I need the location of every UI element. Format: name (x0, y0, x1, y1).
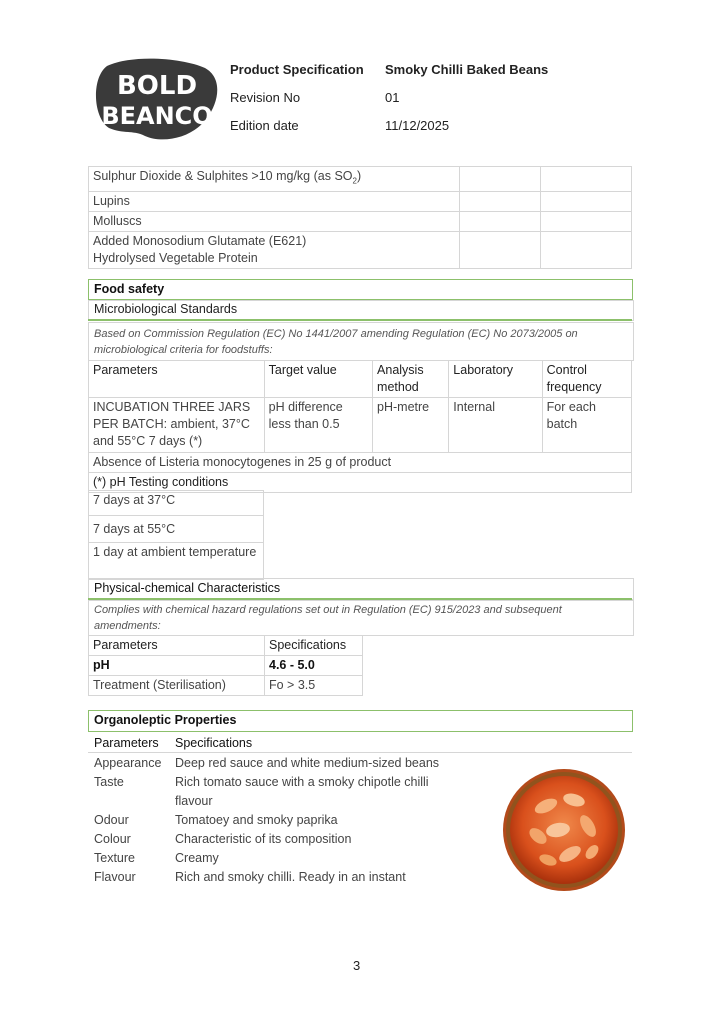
org-spec: Rich and smoky chilli. Ready in an instant (175, 870, 406, 884)
org-col-specs: Specifications (175, 736, 253, 750)
physchem-table (88, 635, 363, 696)
row-method: pH-metre (373, 398, 449, 453)
revision-value: 01 (385, 90, 400, 105)
micro-divider (88, 319, 632, 321)
ph-condition-row: 1 day at ambient temperature (89, 543, 264, 580)
edition-value: 11/12/2025 (385, 118, 450, 133)
org-header-divider (88, 752, 632, 753)
ph-param: pH (89, 656, 265, 676)
logo-text-line2: BEANCO (101, 102, 213, 130)
col-frequency: Control frequency (542, 361, 631, 398)
row-target: pH difference less than 0.5 (264, 398, 372, 453)
allergen-row: Lupins (89, 191, 460, 211)
spec-label: Product Specification (230, 62, 364, 77)
org-param: Texture (94, 851, 135, 865)
org-param: Taste (94, 775, 124, 789)
revision-label: Revision No (230, 90, 301, 105)
ph-condition-row: 7 days at 55°C (89, 516, 264, 543)
ph-condition-row: 7 days at 37°C (89, 491, 264, 516)
col-lab: Laboratory (449, 361, 542, 398)
bold-beanco-logo (93, 58, 221, 144)
allergens-table (88, 166, 632, 269)
logo-text-line1: BOLD (116, 71, 198, 101)
food-safety-title: Food safety (94, 282, 165, 296)
ph-conditions-table (88, 490, 264, 580)
col-method: Analysis method (373, 361, 449, 398)
physchem-col-specs: Specifications (265, 636, 363, 656)
org-spec: Rich tomato sauce with a smoky chipotle chilli (175, 775, 429, 789)
treatment-param: Treatment (Sterilisation) (89, 676, 265, 696)
col-parameters: Parameters (89, 361, 265, 398)
edition-label: Edition date (230, 118, 299, 133)
page-number: 3 (353, 958, 361, 973)
food-safety-section (88, 279, 633, 300)
org-spec: Creamy (175, 851, 219, 865)
org-col-parameters: Parameters (94, 736, 159, 750)
ph-spec: 4.6 - 5.0 (265, 656, 363, 676)
product-jar-photo (500, 766, 628, 894)
physchem-note: Complies with chemical hazard regulations set out in Regulation (EC) 915/2023 and subsequent amendments: (94, 604, 562, 632)
micro-title: Microbiological Standards (94, 302, 238, 316)
org-spec: Tomatoey and smoky paprika (175, 813, 338, 827)
physchem-col-parameters: Parameters (89, 636, 265, 656)
organoleptic-title: Organoleptic Properties (94, 713, 237, 727)
row-parameters: INCUBATION THREE JARS PER BATCH: ambient, 37°C and 55°C 7 days (*) (89, 398, 265, 453)
micro-note: Based on Commission Regulation (EC) No 1441/2007 amending Regulation (EC) No 2073/2005 on microbiological criteria for foodstuffs: (94, 328, 578, 356)
org-param: Flavour (94, 870, 136, 884)
listeria-row: Absence of Listeria monocytogenes in 25 g of product (89, 453, 632, 473)
row-lab: Internal (449, 398, 542, 453)
org-spec: Characteristic of its composition (175, 832, 352, 846)
treatment-spec: Fo > 3.5 (265, 676, 363, 696)
allergen-row: Molluscs (89, 211, 460, 231)
allergen-row: Sulphur Dioxide & Sulphites >10 mg/kg (as $SO_2$) (89, 167, 460, 192)
org-spec-cont: flavour (175, 794, 213, 808)
org-param: Appearance (94, 756, 162, 770)
org-spec: Deep red sauce and white medium-sized beans (175, 756, 440, 770)
product-name: Smoky Chilli Baked Beans (385, 62, 549, 77)
col-target: Target value (264, 361, 372, 398)
ph-testing-title: (*) pH Testing conditions (89, 473, 632, 493)
org-param: Colour (94, 832, 131, 846)
row-frequency: For each batch (542, 398, 631, 453)
org-param: Odour (94, 813, 129, 827)
physchem-title: Physical-chemical Characteristics (94, 581, 281, 595)
allergen-row: Added Monosodium Glutamate (E621) Hydrolysed Vegetable Protein (89, 231, 460, 268)
micro-table (88, 360, 632, 493)
